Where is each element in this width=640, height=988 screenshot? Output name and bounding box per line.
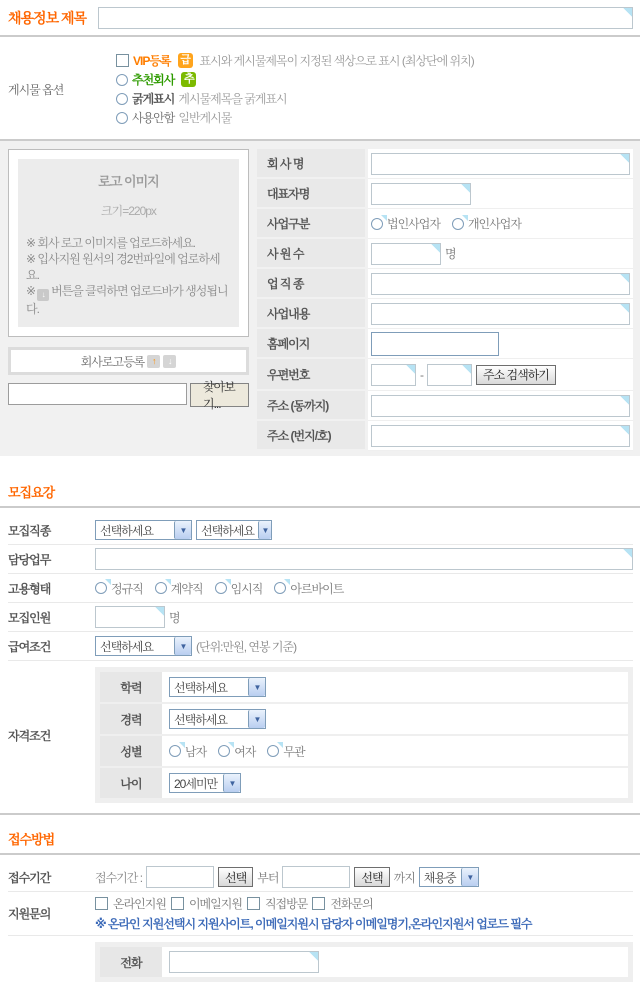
online-apply-checkbox[interactable] (95, 897, 108, 910)
post-options-section (0, 37, 640, 139)
table-row (8, 863, 633, 892)
logo-note-3: ※ ↓ 버튼을 클릭하면 업로드바가 생성됩니다. (26, 284, 228, 316)
browse-button[interactable]: 찾아보기... (190, 383, 249, 407)
period-start-pick-button[interactable]: 선택 (218, 867, 253, 887)
required-corner-icon (381, 215, 387, 221)
phone-label: 전화 (100, 947, 162, 977)
period-label: 접수기간 (8, 870, 51, 885)
from-label: 부터 (257, 870, 279, 885)
chevron-down-icon: ▼ (223, 774, 240, 792)
recruit-status-select[interactable]: 채용중 ▼ (419, 867, 479, 887)
period-start-input[interactable] (146, 866, 214, 888)
job-category-select-2[interactable]: 선택하세요 ▼ (196, 520, 272, 540)
table-row (8, 574, 633, 603)
age-label: 나이 (100, 768, 162, 798)
option-row-vip (116, 51, 640, 70)
industry-input[interactable] (371, 273, 630, 295)
headcount-unit: 명 (169, 610, 180, 625)
business-desc-input[interactable] (371, 303, 630, 325)
none-radio[interactable] (116, 112, 128, 124)
table-row (257, 359, 633, 391)
salary-note: (단위:만원, 연봉 기준) (196, 639, 297, 654)
qualification-table (95, 667, 633, 803)
email-apply-checkbox[interactable] (171, 897, 184, 910)
table-row (257, 269, 633, 299)
chevron-down-icon: ▼ (258, 521, 271, 539)
table-row (8, 516, 633, 545)
individual-radio-option[interactable]: 개인사업자 (452, 215, 521, 232)
logo-note-2: ※ 입사지원 원서의 경2번파일에 업로하세요. (26, 252, 220, 282)
company-name-input[interactable] (371, 153, 630, 175)
employee-count-label: 사 원 수 (257, 239, 365, 267)
company-info-section (0, 141, 640, 456)
zipcode-label: 우편번호 (257, 359, 365, 389)
required-corner-icon (165, 579, 171, 585)
table-row (8, 632, 633, 661)
chevron-down-icon: ▼ (174, 521, 191, 539)
address-search-button[interactable]: 주소 검색하기 (476, 365, 556, 385)
table-row (8, 545, 633, 574)
headcount-input[interactable] (95, 606, 165, 628)
salary-label: 급여조건 (8, 639, 51, 654)
vip-checkbox[interactable] (116, 54, 129, 67)
to-label: 까지 (393, 870, 415, 885)
logo-note-1: ※ 회사 로고 이미지를 업로드하세요. (26, 236, 196, 250)
required-corner-icon (462, 215, 468, 221)
employment-type-label: 고용형태 (8, 581, 51, 596)
recruit-title-row (0, 0, 640, 35)
education-label: 학력 (100, 672, 162, 702)
option-row-none (116, 108, 640, 127)
table-row (8, 661, 633, 809)
upload-bar-button-icon: ↓ (37, 289, 49, 301)
career-label: 경력 (100, 704, 162, 734)
post-options-label: 게시물 옵션 (8, 82, 64, 97)
recommend-label: 추천회사 (132, 73, 175, 87)
job-category-select-1[interactable]: 선택하세요 ▼ (95, 520, 192, 540)
required-corner-icon (179, 742, 185, 748)
logo-size-note: 크기=220px (101, 204, 156, 218)
vip-label: VIP등록 (133, 54, 171, 68)
apply-note: ※ 온라인 지원선택시 지원사이트, 이메일지원시 담당자 이메일명기,온라인지원서 업로드 필수 (95, 917, 532, 931)
gender-label: 성별 (100, 736, 162, 766)
business-desc-label: 사업내용 (257, 299, 365, 327)
upload-add-icon[interactable]: ↑ (147, 355, 160, 368)
chevron-down-icon: ▼ (461, 868, 478, 886)
salary-select[interactable]: 선택하세요 ▼ (95, 636, 192, 656)
male-radio-option[interactable]: 남자 (169, 743, 206, 760)
parttime-radio-option[interactable]: 아르바이트 (274, 580, 343, 597)
age-select[interactable]: 20세미만 ▼ (169, 773, 241, 793)
table-row (257, 239, 633, 269)
none-desc: 일반게시물 (178, 111, 232, 125)
required-corner-icon (228, 742, 234, 748)
recruit-table (0, 516, 640, 809)
table-row (257, 329, 633, 359)
required-corner-icon (225, 579, 231, 585)
duty-label: 담당업무 (8, 552, 51, 567)
qualification-label: 자격조건 (8, 728, 51, 743)
business-type-label: 사업구분 (257, 209, 365, 237)
logo-title: 로고 이미지 (98, 174, 159, 189)
homepage-input[interactable] (371, 332, 499, 356)
table-row (8, 892, 633, 936)
vip-desc: 표시와 게시물제목이 지정된 색상으로 표시 (최상단에 위치) (199, 54, 474, 68)
logo-placeholder-panel (18, 159, 239, 327)
table-row (257, 299, 633, 329)
logo-register-bar (8, 347, 249, 375)
zipcode-input-1[interactable] (371, 364, 416, 386)
duty-input[interactable] (95, 548, 633, 570)
option-row-bold (116, 89, 640, 108)
phone-apply-checkbox[interactable] (312, 897, 325, 910)
divider (0, 506, 640, 508)
table-row (257, 209, 633, 239)
table-row (100, 704, 628, 734)
logo-box (8, 149, 249, 337)
address2-input[interactable] (371, 425, 630, 447)
recommend-badge-icon: 추 (181, 72, 196, 87)
ceo-name-label: 대표자명 (257, 179, 365, 207)
any-gender-radio-option[interactable]: 무관 (267, 743, 304, 760)
table-row (257, 149, 633, 179)
education-select[interactable]: 선택하세요 ▼ (169, 677, 266, 697)
ceo-name-input[interactable] (371, 183, 471, 205)
temporary-radio-option[interactable]: 임시직 (215, 580, 263, 597)
none-label: 사용안함 (132, 111, 175, 125)
headcount-label: 모집인원 (8, 610, 51, 625)
recruit-section-title: 모집요강 (8, 485, 55, 500)
bold-label: 굵게표시 (132, 92, 175, 106)
logo-file-row (8, 380, 249, 411)
zipcode-input-2[interactable] (427, 364, 472, 386)
address1-input[interactable] (371, 395, 630, 417)
logo-register-label: 회사로고등록 (80, 354, 145, 369)
employee-count-input[interactable] (371, 243, 441, 265)
required-corner-icon (284, 579, 290, 585)
contract-radio-option[interactable]: 계약직 (155, 580, 203, 597)
zipcode-separator: - (420, 367, 423, 382)
logo-column (8, 149, 249, 451)
visit-apply-checkbox[interactable] (247, 897, 260, 910)
female-radio-option[interactable]: 여자 (218, 743, 255, 760)
bold-desc: 게시물제목을 굵게표시 (178, 92, 287, 106)
corporate-radio-option[interactable]: 법인사업자 (371, 215, 440, 232)
company-name-label: 회 사 명 (257, 149, 365, 177)
required-corner-icon (277, 742, 283, 748)
contact-options-row: 온라인지원 이메일지원 직접방문 전화문의 (95, 895, 633, 912)
period-end-pick-button[interactable]: 선택 (354, 867, 389, 887)
required-corner-icon (105, 579, 111, 585)
divider (0, 853, 640, 855)
chevron-down-icon: ▼ (248, 678, 265, 696)
contact-label: 지원문의 (8, 907, 51, 921)
chevron-down-icon: ▼ (248, 710, 265, 728)
table-row (100, 736, 628, 766)
divider (0, 813, 640, 815)
upload-remove-icon[interactable]: ↓ (163, 355, 176, 368)
apply-table (0, 863, 640, 988)
employee-unit: 명 (445, 247, 456, 261)
table-row (8, 936, 633, 988)
bold-radio[interactable] (116, 93, 128, 105)
job-category-label: 모집직종 (8, 523, 51, 538)
table-row (100, 947, 628, 977)
contact-detail-table (95, 942, 633, 982)
apply-section-title: 접수방법 (8, 832, 55, 847)
company-form-table (257, 149, 633, 451)
table-row (8, 603, 633, 632)
address2-label: 주소 (번지/호) (257, 421, 365, 449)
table-row (257, 421, 633, 451)
urgent-badge-icon: 급 (178, 53, 193, 68)
phone-input[interactable] (169, 951, 319, 973)
period-field-label: 접수기간 : (95, 870, 143, 885)
table-row (100, 672, 628, 702)
table-row (257, 391, 633, 421)
homepage-label: 홈페이지 (257, 329, 365, 357)
industry-label: 업 직 종 (257, 269, 365, 297)
table-row (257, 179, 633, 209)
fulltime-radio-option[interactable]: 정규직 (95, 580, 143, 597)
recruit-title-input[interactable] (98, 7, 633, 29)
period-end-input[interactable] (282, 866, 350, 888)
table-row (100, 768, 628, 798)
page-title: 채용정보 제목 (8, 10, 87, 26)
recommend-radio[interactable] (116, 74, 128, 86)
post-options-list (116, 51, 640, 127)
logo-file-input[interactable] (8, 383, 187, 405)
option-row-recommend (116, 70, 640, 89)
chevron-down-icon: ▼ (174, 637, 191, 655)
address1-label: 주소 (동까지) (257, 391, 365, 419)
career-select[interactable]: 선택하세요 ▼ (169, 709, 266, 729)
